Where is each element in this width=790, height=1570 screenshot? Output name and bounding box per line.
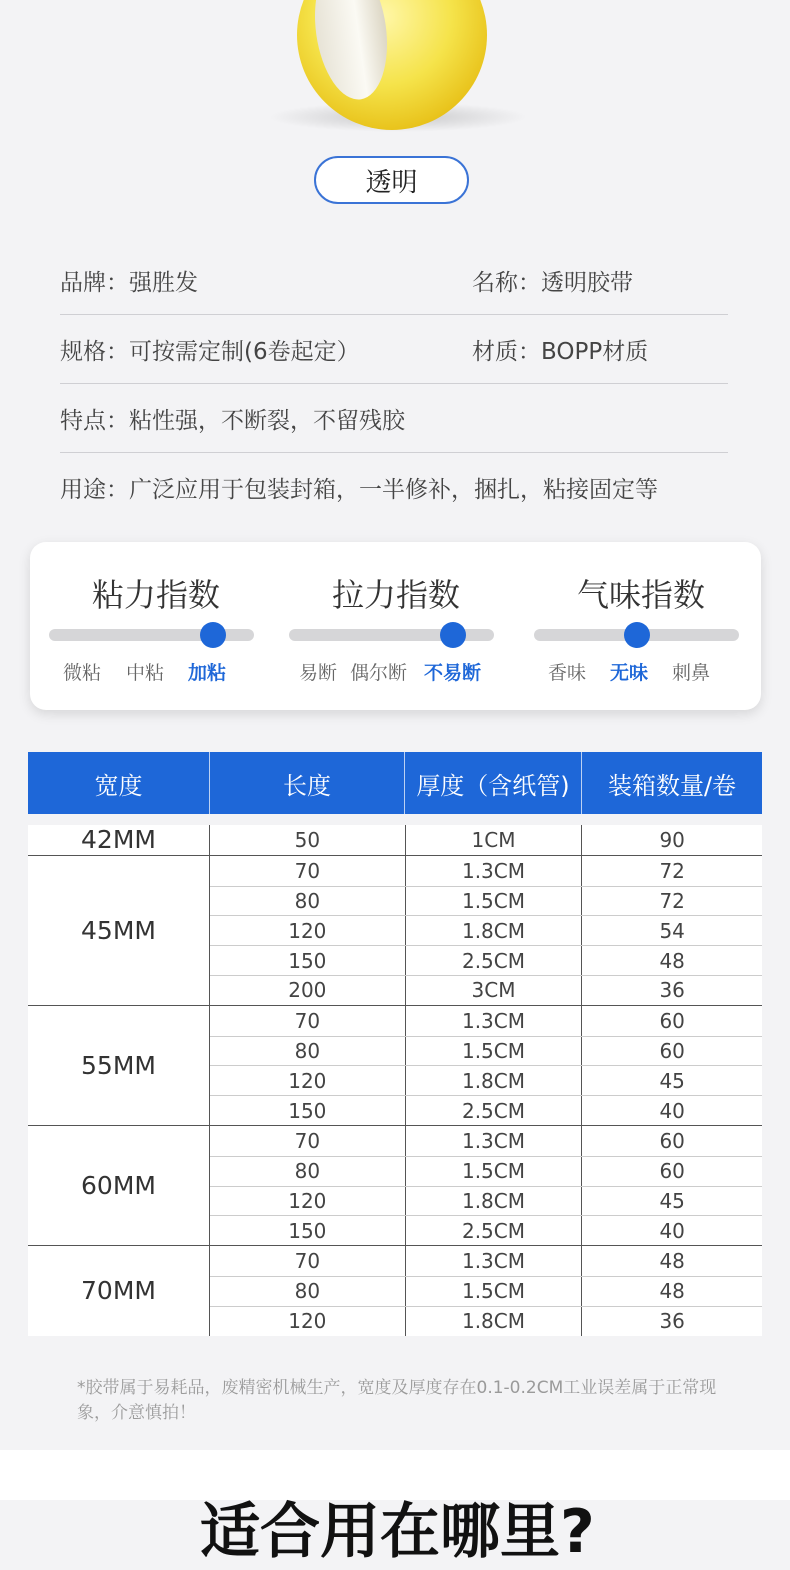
thickness-cell: 1.8CM	[405, 1307, 582, 1336]
index-level: 刺鼻	[672, 662, 711, 684]
thickness-cell: 2.5CM	[405, 946, 582, 975]
table-row	[210, 1006, 762, 1036]
index-level: 香味	[548, 662, 587, 684]
spec-row	[60, 246, 728, 315]
thickness-cell: 1.5CM	[405, 1277, 582, 1306]
length-cell: 70	[294, 858, 321, 883]
table-row	[210, 1246, 762, 1276]
group-rows	[209, 1126, 762, 1245]
quantity-cell: 60	[581, 1006, 762, 1036]
table-group	[28, 825, 762, 855]
length-cell: 120	[288, 918, 327, 943]
thickness-cell: 2.5CM	[405, 1096, 582, 1125]
spec-brand: 品牌：强胜发	[60, 269, 198, 296]
spec-name: 名称：透明胶带	[472, 269, 633, 296]
index-level: 微粘	[63, 662, 102, 684]
thickness-cell: 1.8CM	[405, 916, 582, 945]
table-group	[28, 1005, 762, 1125]
spec-table	[28, 752, 762, 1334]
table-row	[210, 915, 762, 945]
thickness-cell: 1.3CM	[405, 856, 582, 886]
width-cell: 42MM	[81, 825, 156, 855]
length-cell: 80	[294, 888, 321, 913]
table-row	[210, 1065, 762, 1095]
spec-row	[60, 453, 728, 522]
thickness-cell: 1.3CM	[405, 1006, 582, 1036]
column-header: 宽度	[94, 771, 143, 800]
quantity-cell: 48	[581, 946, 762, 975]
adhesion-index	[46, 542, 266, 710]
quantity-cell: 60	[581, 1037, 762, 1066]
spec-material: 材质：BOPP材质	[472, 338, 649, 365]
table-row	[210, 856, 762, 886]
table-body	[28, 825, 762, 1336]
section-title: 适合用在哪里?	[200, 1497, 595, 1567]
quantity-cell: 48	[581, 1246, 762, 1276]
column-header: 长度	[209, 752, 404, 814]
length-cell: 70	[294, 1008, 321, 1033]
group-rows	[209, 1006, 762, 1125]
spec-size: 规格：可按需定制(6卷起定）	[60, 338, 360, 365]
index-title: 拉力指数	[331, 576, 460, 614]
index-knob	[440, 622, 466, 648]
quantity-cell: 60	[581, 1157, 762, 1186]
table-row	[210, 1036, 762, 1066]
table-row	[210, 1215, 762, 1245]
index-card	[30, 542, 761, 710]
odor-index	[531, 542, 751, 710]
index-level-active: 无味	[610, 662, 649, 684]
thickness-cell: 3CM	[405, 976, 582, 1005]
index-level: 偶尔断	[350, 662, 408, 684]
thickness-cell: 2.5CM	[405, 1216, 582, 1245]
next-section-band	[0, 1450, 790, 1567]
width-cell: 70MM	[81, 1276, 156, 1306]
length-cell: 120	[288, 1068, 327, 1093]
index-title: 气味指数	[576, 576, 705, 614]
table-row	[210, 975, 762, 1005]
table-row	[210, 1095, 762, 1125]
table-row	[210, 825, 762, 855]
length-cell: 70	[294, 1128, 321, 1153]
table-group	[28, 1245, 762, 1335]
length-cell: 120	[288, 1309, 327, 1334]
tensile-index	[286, 542, 506, 710]
length-cell: 80	[294, 1038, 321, 1063]
product-image	[0, 0, 790, 150]
table-group	[28, 855, 762, 1005]
disclaimer-note: *胶带属于易耗品，废精密机械生产，宽度及厚度存在0.1-0.2CM工业误差属于正常现象，介意慎拍！	[77, 1378, 717, 1423]
spec-features: 特点：粘性强，不断裂，不留残胶	[60, 407, 405, 434]
group-rows	[209, 1246, 762, 1335]
spec-row	[60, 384, 728, 453]
width-cell: 45MM	[81, 915, 156, 945]
quantity-cell: 72	[581, 887, 762, 916]
width-cell: 55MM	[81, 1050, 156, 1080]
quantity-cell: 90	[581, 825, 762, 855]
thickness-cell: 1.5CM	[405, 887, 582, 916]
length-cell: 80	[294, 1159, 321, 1184]
table-row	[210, 945, 762, 975]
length-cell: 80	[294, 1279, 321, 1304]
thickness-cell: 1.8CM	[405, 1187, 582, 1216]
color-option-button[interactable]: 透明	[314, 156, 469, 204]
quantity-cell: 36	[581, 976, 762, 1005]
table-row	[210, 1186, 762, 1216]
quantity-cell: 48	[581, 1277, 762, 1306]
quantity-cell: 60	[581, 1126, 762, 1156]
thickness-cell: 1.5CM	[405, 1157, 582, 1186]
table-row	[210, 886, 762, 916]
column-header: 装箱数量/卷	[581, 752, 762, 814]
spec-row	[60, 315, 728, 384]
length-cell: 70	[294, 1249, 321, 1274]
group-rows	[209, 856, 762, 1005]
length-cell: 200	[288, 978, 327, 1003]
quantity-cell: 45	[581, 1187, 762, 1216]
index-level: 中粘	[126, 662, 165, 684]
thickness-cell: 1.3CM	[405, 1246, 582, 1276]
index-level-active: 加粘	[188, 662, 227, 684]
thickness-cell: 1CM	[405, 825, 582, 855]
quantity-cell: 72	[581, 856, 762, 886]
length-cell: 150	[288, 948, 327, 973]
column-header: 厚度（含纸管)	[404, 752, 581, 814]
quantity-cell: 36	[581, 1307, 762, 1336]
table-row	[210, 1306, 762, 1336]
thickness-cell: 1.8CM	[405, 1066, 582, 1095]
thickness-cell: 1.3CM	[405, 1126, 582, 1156]
length-cell: 150	[288, 1098, 327, 1123]
index-level: 易断	[299, 662, 338, 684]
spec-list	[60, 246, 740, 522]
table-row	[210, 1126, 762, 1156]
spec-usage: 用途：广泛应用于包装封箱，一半修补，捆扎，粘接固定等	[60, 477, 658, 503]
table-group	[28, 1125, 762, 1245]
width-cell: 60MM	[81, 1171, 156, 1201]
quantity-cell: 40	[581, 1216, 762, 1245]
index-knob	[200, 622, 226, 648]
quantity-cell: 40	[581, 1096, 762, 1125]
thickness-cell: 1.5CM	[405, 1037, 582, 1066]
index-level-active: 不易断	[424, 662, 482, 684]
index-knob	[624, 622, 650, 648]
length-cell: 50	[294, 827, 321, 852]
quantity-cell: 45	[581, 1066, 762, 1095]
group-rows	[209, 825, 762, 855]
table-row	[210, 1276, 762, 1306]
index-title: 粘力指数	[91, 576, 220, 614]
table-header	[28, 752, 762, 814]
length-cell: 120	[288, 1188, 327, 1213]
length-cell: 150	[288, 1218, 327, 1243]
table-row	[210, 1156, 762, 1186]
quantity-cell: 54	[581, 916, 762, 945]
